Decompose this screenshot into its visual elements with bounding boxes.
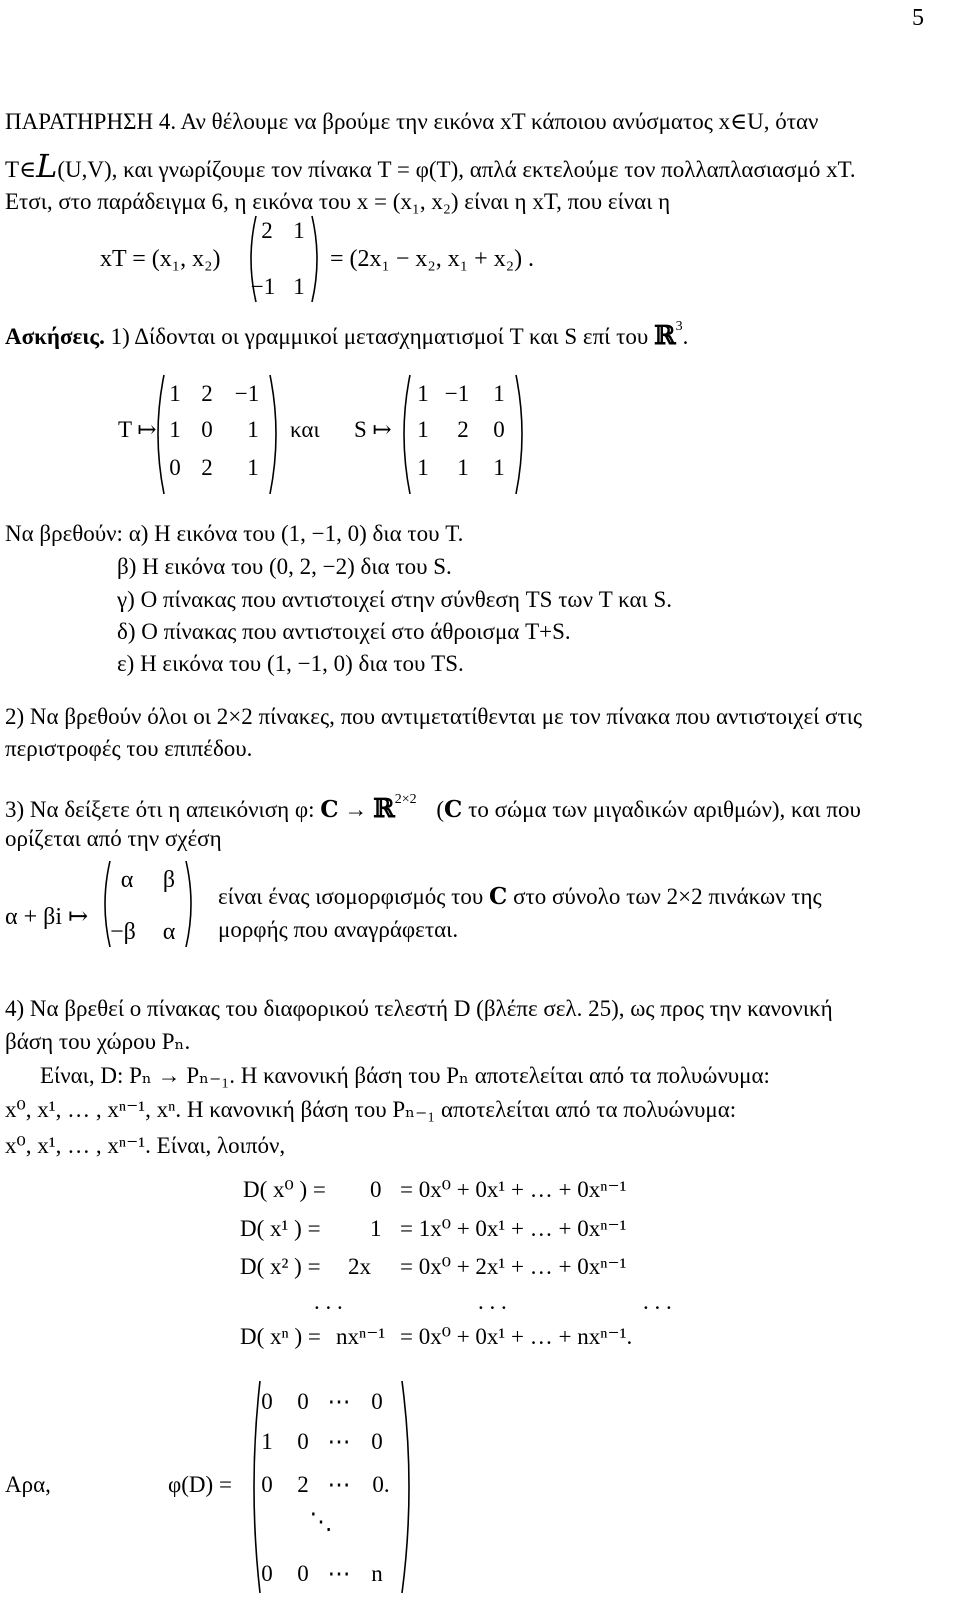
- eq-mid: 2x: [348, 1254, 371, 1279]
- matrix-cell: −β: [110, 919, 136, 945]
- exercise-3-line-1: [5, 793, 861, 822]
- remark-eq-rhs: = (2x₁ − x₂, x₁ + x₂) .: [330, 246, 535, 272]
- page-number: 5: [912, 5, 924, 31]
- matrix-cell: 1: [417, 455, 429, 480]
- matrix-cell: 1: [417, 417, 429, 442]
- exercise-2-line-1: 2) Να βρεθούν όλοι οι 2×2 πίνακες, που αντιμετατίθενται με τον πίνακα που αντιστοιχεί στις: [5, 704, 862, 729]
- and-word: και: [290, 417, 320, 442]
- S-matrix: [398, 372, 528, 497]
- remark-line-1: ΠΑΡΑΤΗΡΗΣΗ 4. Αν θέλουμε να βρούμε την εικόνα xT κάποιου ανύσματος x∈U, όταν: [5, 109, 819, 134]
- phi-D-label: φ(D) =: [168, 1472, 232, 1497]
- complex-numbers-symbol: C: [489, 883, 508, 910]
- matrix-cell: ⋯: [327, 1561, 351, 1586]
- exercise-1-intro: [5, 320, 688, 349]
- eq-lhs: D( x² ) =: [240, 1254, 321, 1279]
- eq-rhs: = 0x⁰ + 0x¹ + … + nxⁿ⁻¹.: [400, 1324, 633, 1349]
- D-matrix: [250, 1378, 420, 1596]
- matrix-cell: −1: [250, 274, 276, 299]
- T-label: T ↦: [118, 417, 157, 442]
- matrix-cell: 1: [417, 381, 429, 406]
- eq-mid: 1: [370, 1216, 382, 1241]
- matrix-cell: 1: [457, 455, 469, 480]
- matrix-cell: α: [162, 919, 176, 945]
- matrix-cell: β: [162, 867, 176, 893]
- exercise-3-right-2: μορφής που αναγράφεται.: [218, 917, 459, 942]
- question-a: Να βρεθούν: α) Η εικόνα του (1, −1, 0) δια του T.: [5, 521, 464, 546]
- question-c: γ) Ο πίνακας που αντιστοιχεί στην σύνθεση TS των T και S.: [117, 587, 673, 612]
- matrix-cell: −1: [444, 381, 470, 406]
- remark-eq-lhs: xT = (x₁, x₂): [100, 246, 221, 272]
- eq-lhs: D( x⁰ ) =: [243, 1177, 326, 1202]
- matrix-cell: 1: [247, 417, 259, 442]
- exercise-4-line-2: βάση του χώρου Pₙ.: [5, 1029, 191, 1054]
- exercise-4-line-4: x⁰, x¹, … , xⁿ⁻¹, xⁿ. Η κανονική βάση του Pₙ₋₁ αποτελείται από τα πολυώνυμα:: [5, 1097, 737, 1122]
- exercise-3-right-1a: είναι ένας ισομορφισμός του: [218, 884, 484, 909]
- complex-matrix: [98, 858, 198, 950]
- matrix-cell: 0: [261, 1472, 273, 1497]
- matrix-cell: 2: [261, 218, 273, 243]
- matrix-cell: 1: [493, 455, 505, 480]
- matrix-diagonal-dots: ⋱: [309, 1509, 333, 1534]
- eq-mid: 0: [370, 1177, 382, 1202]
- matrix-cell: 1: [293, 218, 305, 243]
- eq-rhs: = 0x⁰ + 2x¹ + … + 0xⁿ⁻¹: [400, 1254, 627, 1279]
- exercise-2-line-2: περιστροφές του επιπέδου.: [5, 736, 253, 761]
- dot: .: [682, 324, 689, 349]
- real-exponent: 3: [675, 319, 683, 334]
- remark-line-3: Ετσι, στο παράδειγμα 6, η εικόνα του x = (x₁, x₂) είναι η xT, που είναι η: [5, 189, 671, 214]
- eq-mid: nxⁿ⁻¹: [336, 1324, 386, 1349]
- exercise-4-line-3: Είναι, D: Pₙ → Pₙ₋₁. Η κανονική βάση του Pₙ αποτελείται από τα πολυώνυμα:: [40, 1063, 770, 1088]
- matrix-cell: 1: [293, 274, 305, 299]
- remark-line-2: [5, 147, 856, 185]
- matrix-cell: 0: [371, 1429, 383, 1454]
- matrix-cell: 0: [261, 1389, 273, 1414]
- matrix-cell: 0: [297, 1561, 309, 1586]
- exercises-heading: Ασκήσεις.: [5, 324, 105, 349]
- matrix-cell: 1: [261, 1429, 273, 1454]
- exercise-3-text: 3) Να δείξετε ότι η απεικόνιση φ:: [5, 797, 321, 822]
- complex-numbers-symbol: C: [444, 796, 463, 823]
- matrix-cell: 2: [201, 381, 213, 406]
- remark-T: T: [5, 157, 20, 182]
- script-L-symbol: L: [36, 147, 58, 185]
- matrix-cell: 2: [297, 1472, 309, 1497]
- paren-open: (: [436, 797, 445, 822]
- matrix-cell: 0: [297, 1389, 309, 1414]
- exercise-4-line-5: x⁰, x¹, … , xⁿ⁻¹. Είναι, λοιπόν,: [5, 1133, 286, 1158]
- ellipsis-dots: . . .: [314, 1289, 343, 1314]
- matrix-cell: 0: [169, 455, 181, 480]
- T-matrix: [152, 372, 282, 497]
- question-e: ε) Η εικόνα του (1, −1, 0) δια του TS.: [117, 651, 464, 676]
- arrow: →: [338, 797, 374, 822]
- remark-line-2-rest: (U,V), και γνωρίζουμε τον πίνακα T = φ(T), απλά εκτελούμε τον πολλαπλασιασμό xT.: [57, 157, 856, 182]
- element-of-symbol: ∈: [19, 157, 37, 182]
- matrix-cell: α: [120, 867, 134, 893]
- eq-lhs: D( xⁿ ) =: [240, 1324, 321, 1349]
- real-numbers-symbol: ℝ: [373, 794, 395, 824]
- exercise-1-text: 1) Δίδονται οι γραμμικοί μετασχηματισμοί T και S επί του: [110, 324, 649, 349]
- matrix-cell: 0.: [372, 1472, 390, 1497]
- exercise-4-line-1: 4) Να βρεθεί ο πίνακας του διαφορικού τελεστή D (βλέπε σελ. 25), ως προς την κανονική: [5, 996, 833, 1021]
- real-exponent: 2×2: [394, 792, 417, 807]
- exercise-3-right-1b: στο σύνολο των 2×2 πινάκων της: [513, 884, 822, 909]
- eq-lhs: D( x¹ ) =: [240, 1216, 321, 1241]
- ellipsis-dots: . . .: [643, 1289, 672, 1314]
- therefore-word: Αρα,: [5, 1472, 51, 1497]
- complex-numbers-symbol: C: [320, 796, 339, 823]
- matrix-cell: −1: [234, 381, 260, 406]
- matrix-cell: 2: [201, 455, 213, 480]
- matrix-cell: n: [371, 1561, 383, 1586]
- matrix-cell: 0: [201, 417, 213, 442]
- real-numbers-symbol: ℝ: [654, 321, 676, 351]
- ellipsis-dots: . . .: [478, 1289, 507, 1314]
- question-d: δ) Ο πίνακας που αντιστοιχεί στο άθροισμα T+S.: [117, 619, 571, 644]
- matrix-cell: 0: [261, 1561, 273, 1586]
- S-label: S ↦: [354, 417, 392, 442]
- exercise-3-text-rest: το σώμα των μιγαδικών αριθμών), και που: [462, 797, 861, 822]
- matrix-cell: 0: [371, 1389, 383, 1414]
- matrix-cell: 1: [169, 417, 181, 442]
- question-b: β) Η εικόνα του (0, 2, −2) δια του S.: [117, 554, 452, 579]
- exercise-3-right-1: [218, 885, 822, 908]
- matrix-cell: 1: [493, 381, 505, 406]
- matrix-cell: 1: [247, 455, 259, 480]
- map-lhs: α + βi ↦: [5, 904, 89, 930]
- eq-rhs: = 1x⁰ + 0x¹ + … + 0xⁿ⁻¹: [400, 1216, 627, 1241]
- matrix-cell: 2: [457, 417, 469, 442]
- remark-matrix: [244, 213, 324, 305]
- matrix-cell: ⋯: [327, 1389, 351, 1414]
- matrix-cell: ⋯: [327, 1472, 351, 1497]
- matrix-cell: 0: [493, 417, 505, 442]
- matrix-cell: 1: [169, 381, 181, 406]
- matrix-cell: ⋯: [327, 1429, 351, 1454]
- matrix-cell: 0: [297, 1429, 309, 1454]
- exercise-3-line-2: ορίζεται από την σχέση: [5, 826, 222, 851]
- eq-rhs: = 0x⁰ + 0x¹ + … + 0xⁿ⁻¹: [400, 1177, 627, 1202]
